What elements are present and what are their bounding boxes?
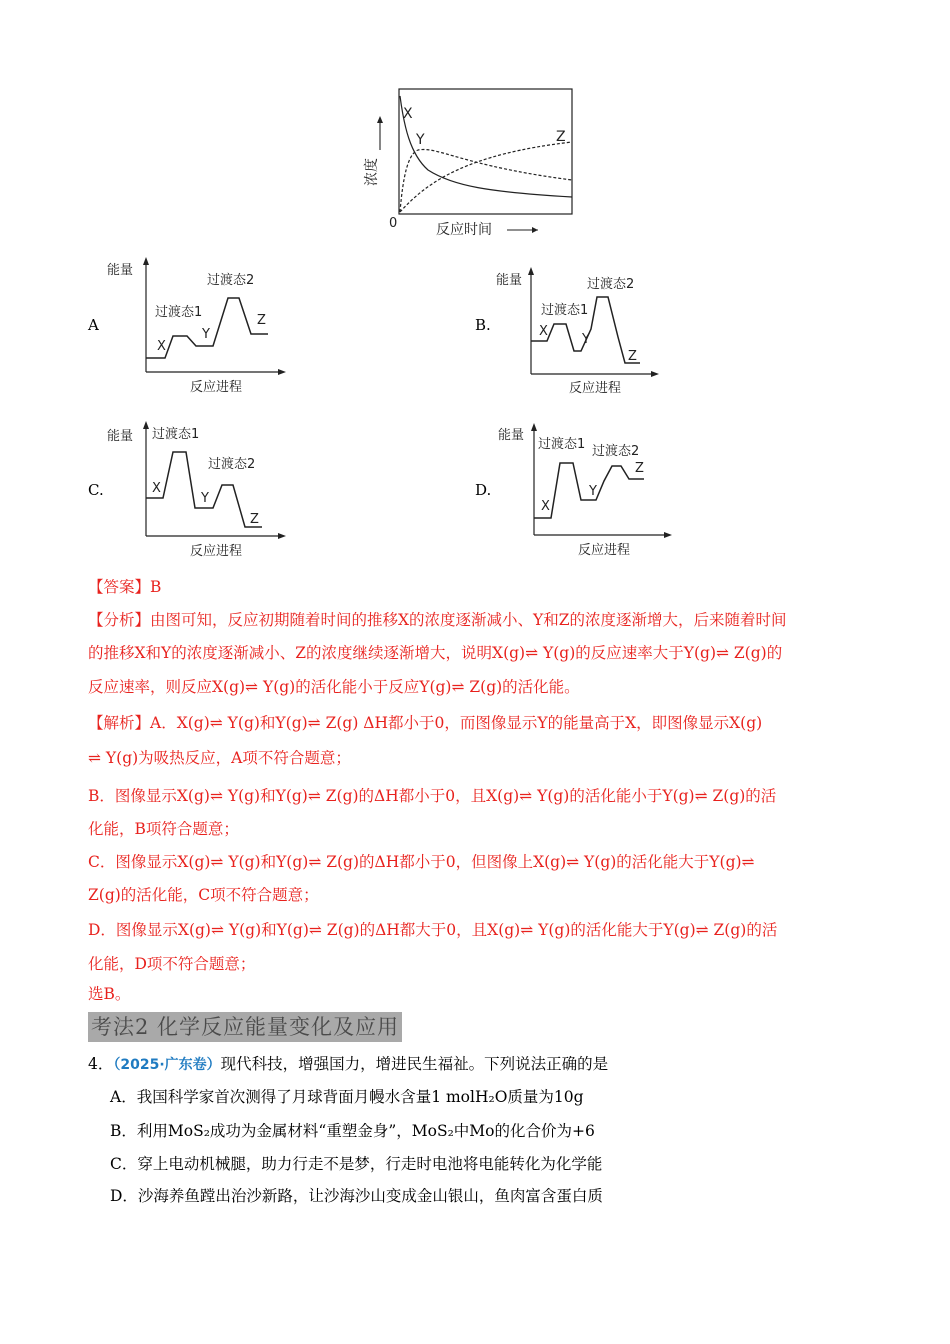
svg-text:X: X [541, 499, 550, 514]
option-d-diagram [494, 420, 684, 562]
option-a-letter: A [88, 316, 99, 334]
option-d-letter: D. [475, 481, 492, 499]
svg-text:Y: Y [589, 484, 597, 499]
svg-text:过渡态2: 过渡态2 [592, 444, 640, 459]
y-axis-label: 浓度 [364, 158, 380, 186]
explanation-line-b2: 化能，B项符合题意； [88, 820, 239, 838]
answer-line [88, 576, 161, 598]
svg-text:过渡态2: 过渡态2 [207, 273, 255, 288]
option-c-letter: C. [88, 481, 104, 499]
option-a-diagram [105, 250, 295, 398]
option-c-diagram [105, 416, 295, 564]
choice-c: C．穿上电动机械腿，助力行走不是梦，行走时电池将电能转化为化学能 [110, 1155, 603, 1173]
svg-text:能量: 能量 [107, 263, 134, 278]
explanation-line-b1: B．图像显示X(g)⇌ Y(g)和Y(g)⇌ Z(g)的ΔH都小于0，且X(g)⇌ Y(g)的活化能小于Y(g)⇌ Z(g)的活 [88, 787, 777, 805]
origin-label: 0 [389, 216, 398, 231]
section-title: 考法2 化学反应能量变化及应用 [88, 1012, 402, 1042]
svg-text:X: X [157, 339, 166, 354]
choice-a: A．我国科学家首次测得了月球背面月幔水含量1 molH₂O质量为10g [110, 1088, 584, 1106]
question-source: （2025·广东卷） [113, 1057, 221, 1073]
svg-text:能量: 能量 [107, 429, 134, 444]
explanation-line-a2: ⇌ Y(g)为吸热反应，A项不符合题意； [88, 749, 351, 767]
analysis-line-2: 的推移X和Y的浓度逐渐减小、Z的浓度继续逐渐增大，说明X(g)⇌ Y(g)的反应速率大于Y(g)⇌ Z(g)的 [88, 644, 783, 662]
question-text: 现代科技，增强国力，增进民生福祉。下列说法正确的是 [220, 1055, 609, 1073]
svg-text:反应进程: 反应进程 [190, 544, 243, 559]
explanation-line-c1: C．图像显示X(g)⇌ Y(g)和Y(g)⇌ Z(g)的ΔH都小于0，但图像上X(g)⇌ Y(g)的活化能大于Y(g)⇌ [88, 853, 755, 871]
svg-text:反应进程: 反应进程 [569, 381, 622, 396]
curve-label-y: Y [416, 132, 425, 148]
curve-label-x: X [403, 106, 413, 122]
svg-text:Y: Y [201, 491, 209, 506]
svg-text:过渡态1: 过渡态1 [538, 437, 586, 452]
choice-d: D．沙海养鱼蹚出治沙新路，让沙海沙山变成金山银山，鱼肉富含蛋白质 [110, 1187, 603, 1205]
svg-text:X: X [539, 324, 548, 339]
svg-text:过渡态2: 过渡态2 [208, 457, 256, 472]
svg-text:Z: Z [250, 512, 259, 527]
explanation-line-d1: D．图像显示X(g)⇌ Y(g)和Y(g)⇌ Z(g)的ΔH都大于0，且X(g)⇌ Y(g)的活化能大于Y(g)⇌ Z(g)的活 [88, 921, 778, 939]
svg-text:Z: Z [257, 313, 266, 328]
concentration-time-figure [358, 86, 588, 246]
analysis-line-1: 【分析】由图可知，反应初期随着时间的推移X的浓度逐渐减小、Y和Z的浓度逐渐增大，后来随着时间 [88, 611, 787, 629]
svg-text:Z: Z [628, 349, 637, 364]
svg-text:反应进程: 反应进程 [190, 380, 243, 395]
explanation-conclusion: 选B。 [88, 985, 131, 1003]
svg-text:能量: 能量 [496, 273, 523, 288]
svg-text:过渡态1: 过渡态1 [541, 303, 589, 318]
svg-text:Y: Y [582, 332, 590, 347]
svg-text:Y: Y [202, 327, 210, 342]
x-axis-label: 反应时间 [436, 222, 492, 238]
explanation-line-a1: 【解析】A．X(g)⇌ Y(g)和Y(g)⇌ Z(g) ΔH都小于0，而图像显示Y的能量高于X，即图像显示X(g) [88, 714, 763, 732]
curve-label-z: Z [556, 129, 566, 145]
svg-text:反应进程: 反应进程 [578, 543, 631, 558]
explanation-tag: 【解析】 [88, 714, 151, 732]
question-stem [88, 1053, 608, 1076]
answer-value: B [150, 578, 162, 596]
curve-x [400, 96, 572, 197]
svg-text:过渡态1: 过渡态1 [155, 305, 203, 320]
svg-text:过渡态2: 过渡态2 [587, 277, 635, 292]
svg-text:Z: Z [635, 461, 644, 476]
explanation-line-c2: Z(g)的活化能，C项不符合题意； [88, 886, 319, 904]
choice-b: B．利用MoS₂成功为金属材料“重塑金身”，MoS₂中Mo的化合价为+6 [110, 1122, 595, 1140]
svg-text:过渡态1: 过渡态1 [152, 427, 200, 442]
analysis-tag: 【分析】 [88, 611, 151, 629]
answer-tag: 【答案】 [88, 578, 151, 596]
option-b-diagram [494, 262, 674, 402]
svg-text:X: X [152, 481, 161, 496]
explanation-line-d2: 化能，D项不符合题意； [88, 955, 256, 973]
question-number: 4． [88, 1055, 114, 1073]
analysis-line-3: 反应速率，则反应X(g)⇌ Y(g)的活化能小于反应Y(g)⇌ Z(g)的活化能。 [88, 678, 580, 696]
svg-text:能量: 能量 [498, 428, 525, 443]
option-b-letter: B. [475, 316, 491, 334]
curve-z [400, 142, 572, 212]
